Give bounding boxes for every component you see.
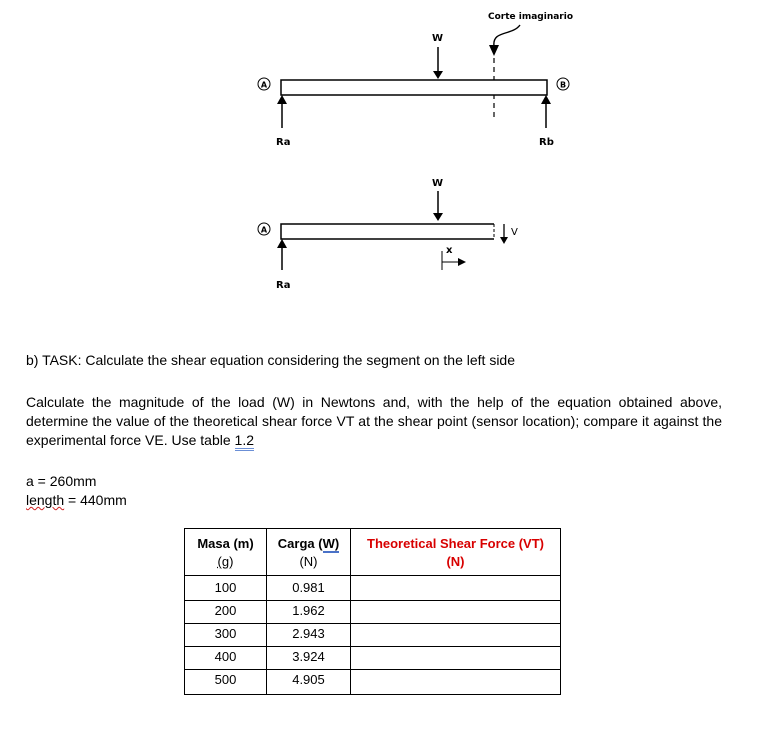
reaction-b-label: Rb: [539, 137, 554, 148]
cut-curve-arrow: [494, 25, 520, 46]
header-mass: [185, 529, 267, 576]
cell-vt[interactable]: [351, 647, 561, 670]
header-load-unit: (N): [299, 554, 318, 569]
table-row: [185, 670, 561, 695]
reaction-a-arrowhead-bottom: [277, 239, 287, 248]
table-row: [185, 624, 561, 647]
header-load: [267, 529, 351, 576]
cell-mass: 300: [185, 624, 267, 647]
cell-vt[interactable]: [351, 601, 561, 624]
results-table: [184, 528, 561, 695]
calc-text: Calculate the magnitude of the load (W) in Newtons and, with the help of the equation obtained above, determine the value of the theoretical shear force VT at the shear point (sensor location); compare it against the experimental force VE. Use table: [26, 394, 722, 448]
header-vt-unit: (N): [446, 554, 465, 569]
param-length: [26, 491, 127, 510]
header-mass-title: Masa (m): [197, 536, 254, 551]
calc-instructions: [26, 393, 722, 450]
distance-arrowhead: [458, 258, 466, 266]
cell-load: 1.962: [267, 601, 351, 624]
cell-vt[interactable]: [351, 576, 561, 601]
table-header-row: [185, 529, 561, 576]
header-load-title-b: W): [322, 536, 340, 551]
table-row: [185, 647, 561, 670]
cell-mass: 200: [185, 601, 267, 624]
beam-diagram: [0, 0, 759, 320]
support-b-label: B: [559, 80, 567, 90]
param-a: a = 260mm: [26, 473, 97, 489]
header-mass-unit: (g): [217, 554, 234, 569]
cell-mass: 500: [185, 670, 267, 695]
parameters: [26, 472, 127, 510]
load-arrowhead-bottom: [433, 213, 443, 221]
cell-load: 4.905: [267, 670, 351, 695]
cell-mass: 100: [185, 576, 267, 601]
support-a-label-bottom: A: [260, 225, 268, 235]
table-row: [185, 576, 561, 601]
reaction-a-label-top: Ra: [276, 137, 291, 148]
header-vt-title: Theoretical Shear Force (VT): [367, 536, 544, 551]
reaction-b-arrowhead: [541, 95, 551, 104]
cell-vt[interactable]: [351, 624, 561, 647]
load-label-bottom: W: [432, 178, 444, 189]
shear-arrowhead: [500, 237, 508, 244]
distance-label: x: [446, 245, 453, 256]
table-reference-link[interactable]: 1.2: [235, 432, 254, 451]
reaction-a-arrowhead-top: [277, 95, 287, 104]
cell-load: 2.943: [267, 624, 351, 647]
table-row: [185, 601, 561, 624]
task-statement: b) TASK: Calculate the shear equation considering the segment on the left side: [26, 352, 516, 368]
header-mass-unit-wrap: [185, 553, 266, 571]
header-vt: [351, 529, 561, 576]
cell-load: 3.924: [267, 647, 351, 670]
load-arrowhead-top: [433, 71, 443, 79]
shear-label: V: [511, 227, 518, 238]
param-length-word: length: [26, 492, 65, 508]
beam-top: [281, 80, 547, 95]
cell-mass: 400: [185, 647, 267, 670]
cell-vt[interactable]: [351, 670, 561, 695]
header-load-title: [267, 535, 350, 553]
support-a-label-top: A: [260, 80, 268, 90]
cut-arrowhead: [489, 45, 499, 56]
cell-load: 0.981: [267, 576, 351, 601]
cut-label: Corte imaginario: [488, 12, 574, 22]
header-load-title-a: Carga (: [277, 536, 323, 551]
reaction-a-label-bottom: Ra: [276, 280, 291, 291]
load-label-top: W: [432, 33, 444, 44]
beam-segment: [281, 224, 494, 239]
param-length-value: = 440mm: [64, 492, 127, 508]
